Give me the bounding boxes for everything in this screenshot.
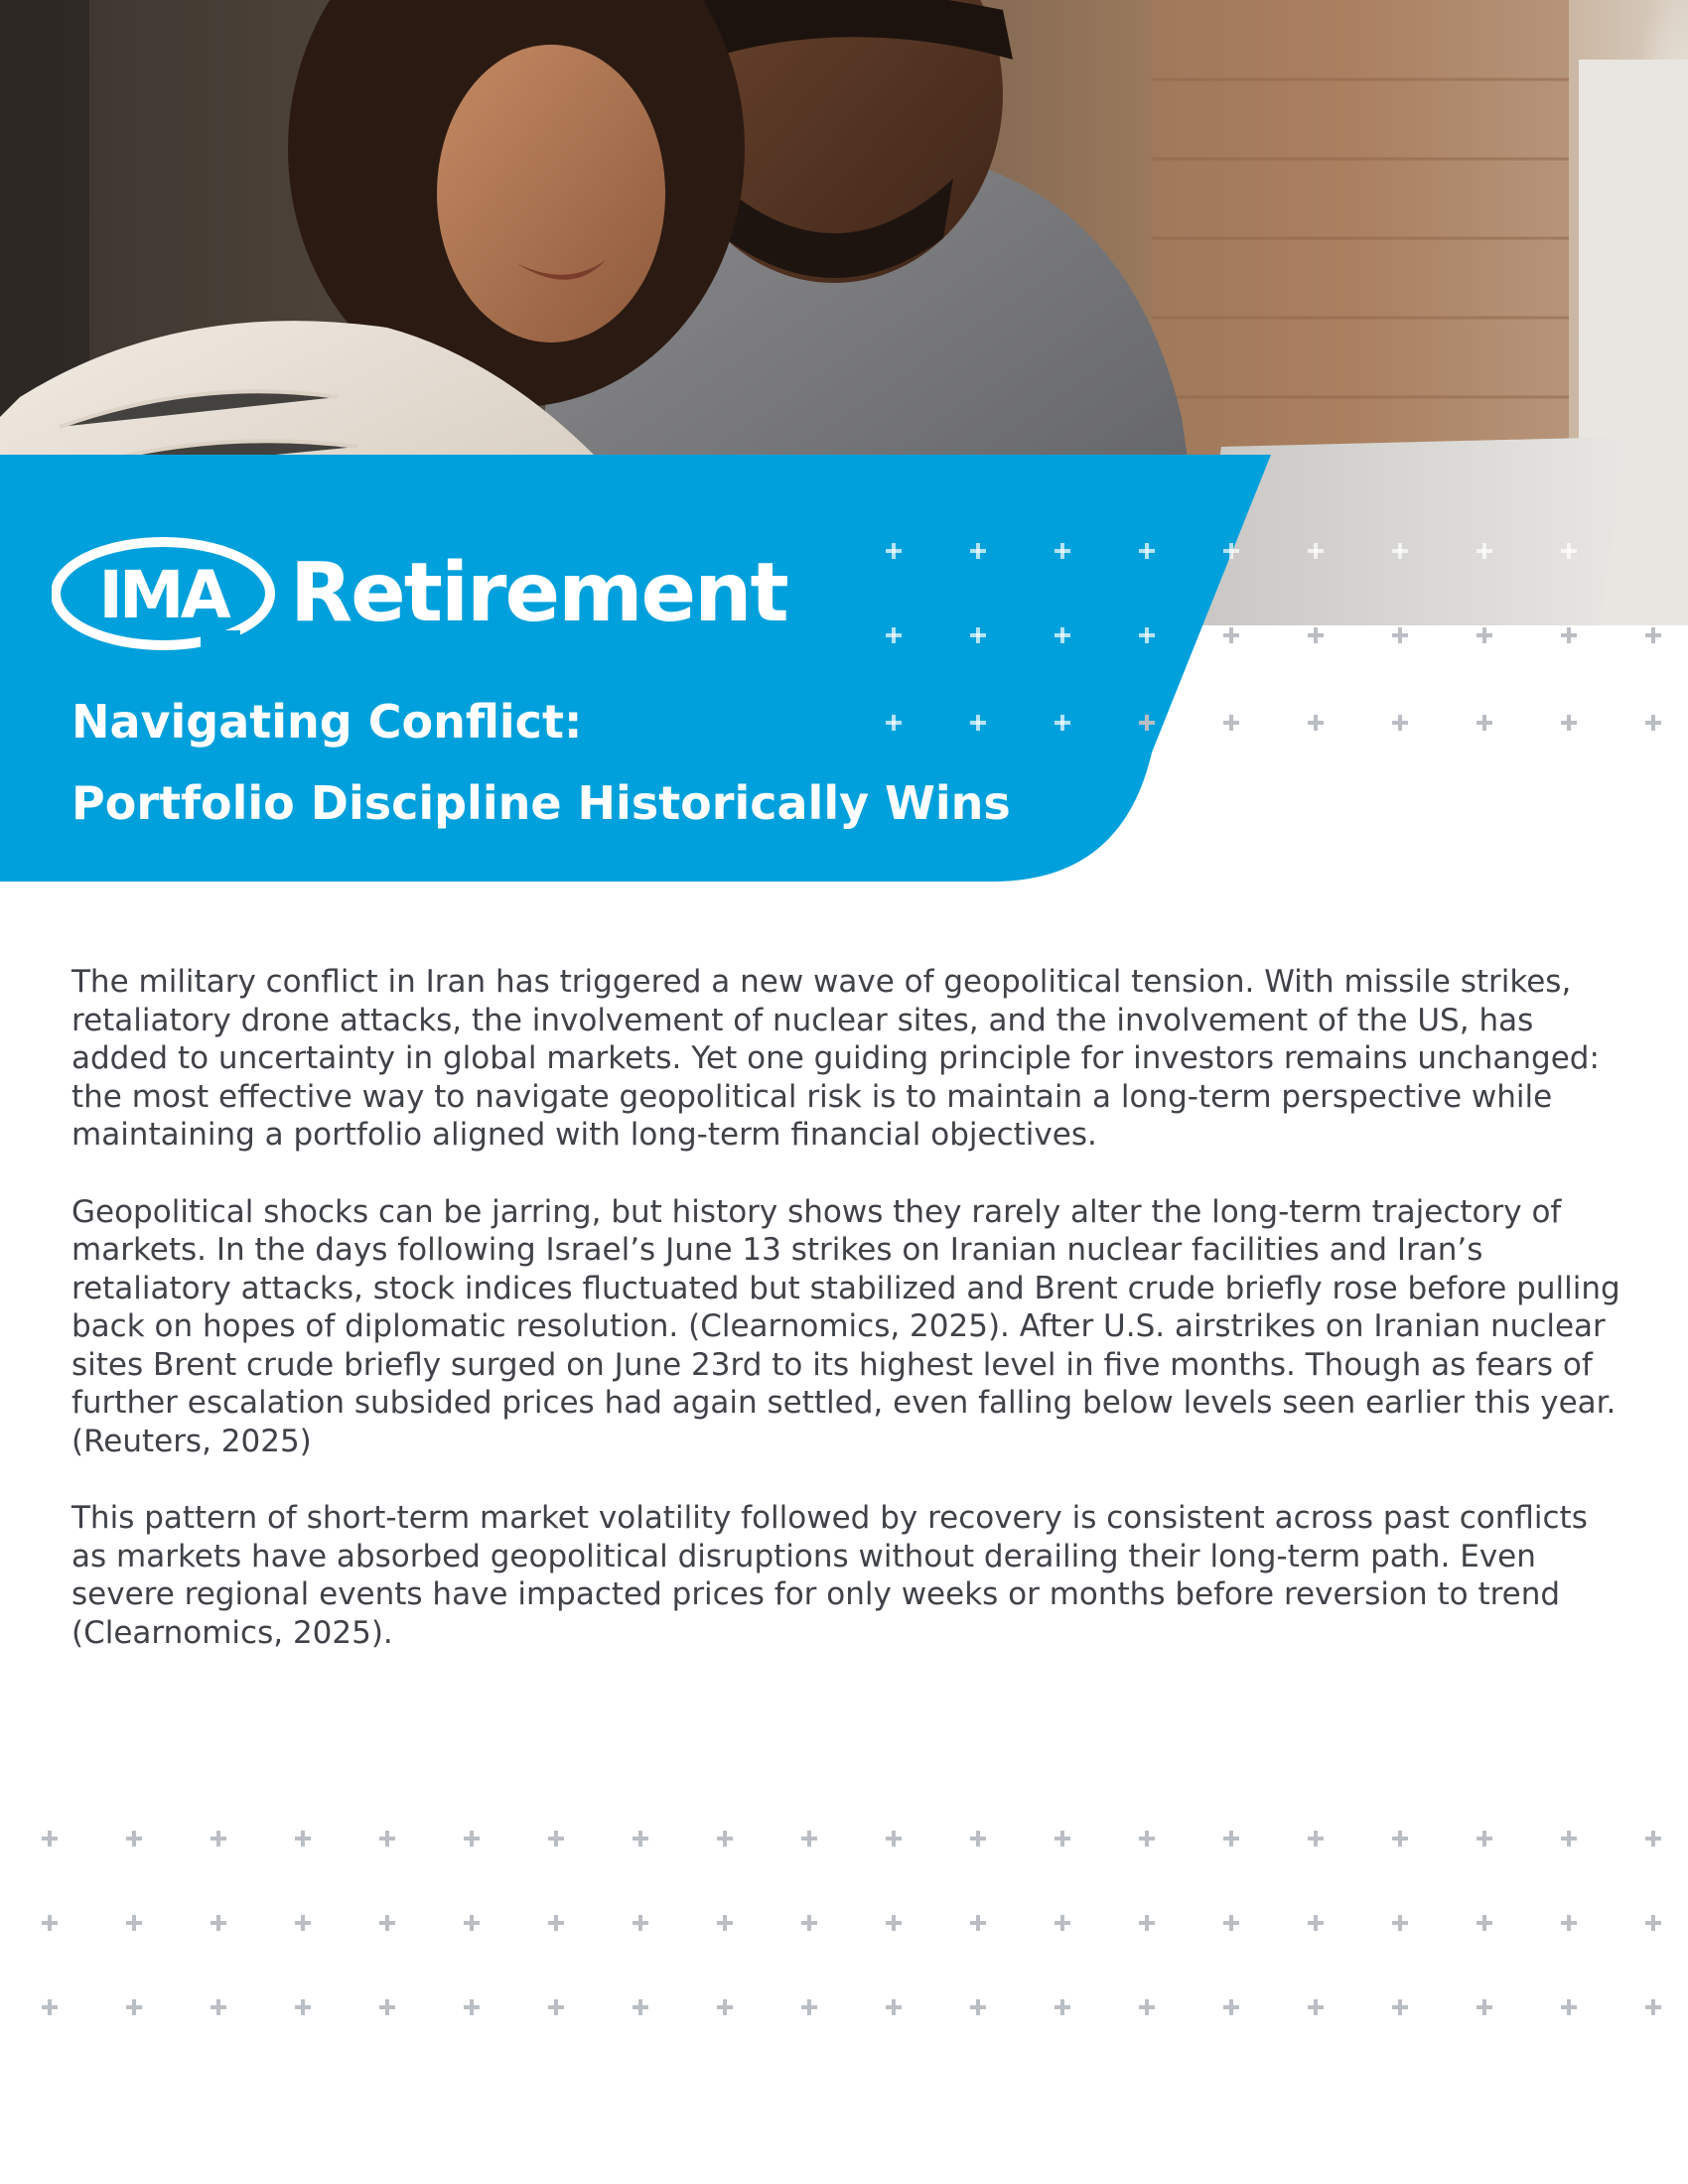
body-paragraph-1: The military conflict in Iran has triggered a new wave of geopolitical tension. With missile strikes, retaliatory drone attacks, the involvement of nuclear sites, and the involvement of the US, has added to uncertainty in global markets. Yet one guiding principle for investors remains unchanged: the most effective way to navigate geopolitical risk is to maintain a long-term perspective while maintaining a portfolio aligned with long-term financial objectives. — [71, 964, 1600, 1153]
body-paragraph-3: This pattern of short-term market volatility followed by recovery is consistent across past conflicts as markets have absorbed geopolitical disruptions without derailing their long-term path. Even severe regional events have impacted prices for only weeks or months before reversion to trend (Clearnomics, 2025). — [71, 1500, 1588, 1651]
plus-icon — [1308, 543, 1324, 559]
plus-icon — [886, 715, 902, 731]
logo-text: IMA — [98, 557, 227, 633]
body-paragraph-2: Geopolitical shocks can be jarring, but history shows they rarely alter the long-term trajectory of markets. In the days following Israel’s June 13 strikes on Iranian nuclear facilities and Iran’s retaliatory attacks, stock indices fluctuated but stabilized and Brent crude briefly rose before pulling back on hopes of diplomatic resolution. (Clearnomics, 2025). After U.S. airstrikes on Iranian nuclear sites Brent crude briefly surged on June 23rd to its highest level in five months. Though as fears of further escalation subsided prices had again settled, even falling below levels seen earlier this year. (Reuters, 2025) — [71, 1193, 1620, 1459]
plus-icon — [1223, 543, 1239, 559]
plus-icon — [379, 1915, 395, 1931]
plus-icon — [1308, 1915, 1324, 1931]
plus-icon — [1223, 1915, 1239, 1931]
plus-icon — [211, 1831, 226, 1846]
plus-icon — [295, 1831, 311, 1846]
plus-icon — [970, 1915, 986, 1931]
plus-icon — [1392, 1831, 1408, 1846]
plus-icon — [1223, 715, 1239, 731]
plus-icon — [970, 627, 986, 643]
plus-icon — [717, 1831, 733, 1846]
plus-icon — [1561, 543, 1577, 559]
plus-icon — [1392, 543, 1408, 559]
plus-icon — [970, 1831, 986, 1846]
plus-icon — [1308, 1831, 1324, 1846]
plus-icon — [211, 1915, 226, 1931]
plus-icon — [886, 1999, 902, 2015]
plus-icon — [1223, 1999, 1239, 2015]
plus-icon — [464, 1831, 480, 1846]
plus-icon — [1139, 1999, 1155, 2015]
plus-icon — [1139, 1831, 1155, 1846]
plus-icon — [1055, 543, 1070, 559]
plus-icon — [1561, 1831, 1577, 1846]
page-title-line-2: Portfolio Discipline Historically Wins — [71, 776, 1011, 830]
plus-icon — [464, 1999, 480, 2015]
plus-icon — [1055, 715, 1070, 731]
plus-icon — [633, 1999, 648, 2015]
plus-icon — [970, 543, 986, 559]
plus-icon — [1477, 627, 1492, 643]
plus-icon — [126, 1915, 142, 1931]
plus-icon — [801, 1999, 817, 2015]
plus-icon — [548, 1999, 564, 2015]
plus-icon — [1055, 1999, 1070, 2015]
plus-icon — [211, 1999, 226, 2015]
plus-icon — [548, 1915, 564, 1931]
plus-icon — [1392, 627, 1408, 643]
plus-icon — [1223, 1831, 1239, 1846]
plus-icon — [886, 543, 902, 559]
plus-icon — [970, 715, 986, 731]
plus-icon — [1477, 1915, 1492, 1931]
plus-icon — [1139, 543, 1155, 559]
plus-icon — [886, 1831, 902, 1846]
plus-icon — [717, 1999, 733, 2015]
plus-icon — [633, 1915, 648, 1931]
plus-icon — [1561, 1915, 1577, 1931]
plus-icon — [1645, 627, 1661, 643]
plus-icon — [1477, 715, 1492, 731]
plus-icon — [1055, 627, 1070, 643]
plus-icon — [379, 1831, 395, 1846]
plus-icon — [1055, 1831, 1070, 1846]
plus-icon — [126, 1999, 142, 2015]
plus-icon — [970, 1999, 986, 2015]
plus-icon — [1139, 715, 1155, 731]
plus-icon — [1477, 543, 1492, 559]
plus-icon — [1645, 1831, 1661, 1846]
plus-icon — [295, 1999, 311, 2015]
plus-icon — [548, 1831, 564, 1846]
plus-icon — [1645, 1999, 1661, 2015]
plus-icon — [1645, 715, 1661, 731]
plus-icon — [42, 1831, 58, 1846]
plus-icon — [1139, 627, 1155, 643]
plus-icon — [1392, 715, 1408, 731]
plus-icon — [1055, 1915, 1070, 1931]
plus-icon — [717, 1915, 733, 1931]
page-title-line-1: Navigating Conflict: — [71, 695, 583, 749]
plus-icon — [42, 1915, 58, 1931]
plus-icon — [1308, 715, 1324, 731]
plus-icon — [801, 1915, 817, 1931]
plus-icon — [1308, 627, 1324, 643]
plus-icon — [1392, 1915, 1408, 1931]
plus-icon — [1477, 1831, 1492, 1846]
plus-icon — [886, 627, 902, 643]
plus-icon — [1477, 1999, 1492, 2015]
plus-icon — [1392, 1999, 1408, 2015]
plus-icon — [1645, 1915, 1661, 1931]
plus-icon — [1308, 1999, 1324, 2015]
plus-icon — [633, 1831, 648, 1846]
plus-icon — [801, 1831, 817, 1846]
plus-icon — [1561, 627, 1577, 643]
article-body — [71, 963, 1620, 1691]
plus-icon — [1561, 1999, 1577, 2015]
brand-wordmark: Retirement — [290, 546, 787, 640]
plus-icon — [379, 1999, 395, 2015]
plus-icon — [295, 1915, 311, 1931]
plus-icon — [464, 1915, 480, 1931]
plus-icon — [42, 1999, 58, 2015]
plus-icon — [1223, 627, 1239, 643]
plus-icon — [1139, 1915, 1155, 1931]
plus-icon — [886, 1915, 902, 1931]
plus-icon — [126, 1831, 142, 1846]
plus-icon — [1561, 715, 1577, 731]
